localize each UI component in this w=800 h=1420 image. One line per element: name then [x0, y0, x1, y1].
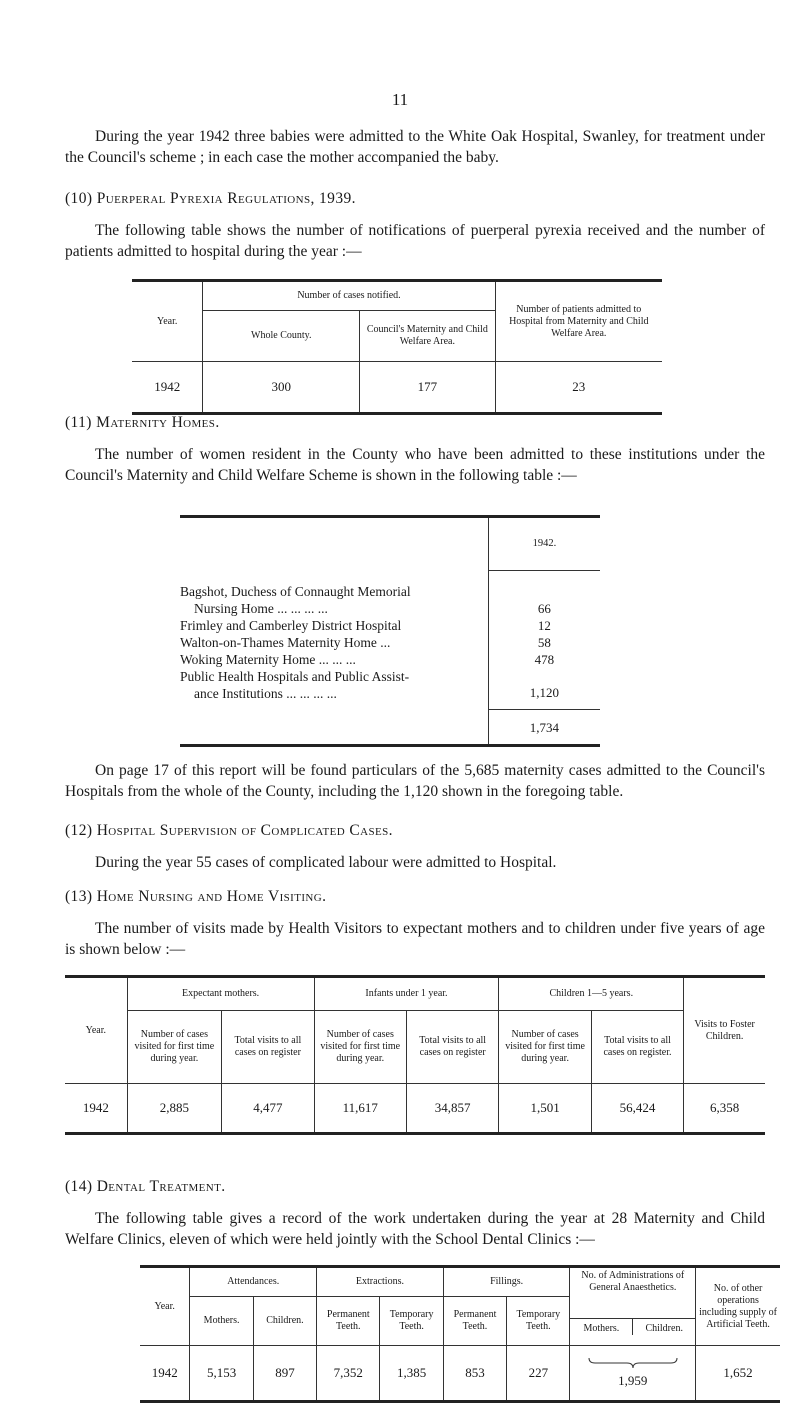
row-value: 66 — [488, 571, 600, 617]
section-title: Maternity Homes. — [96, 414, 220, 431]
section-11-after-text: On page 17 of this report will be found particulars of the 5,685 maternity cases admitted to the Council's Hospitals from the whole of the County, including the 1,120 shown in the foregoing table. — [65, 762, 765, 800]
col-other-operations: No. of other operations including supply of Artificial Teeth. — [696, 1267, 780, 1346]
col-foster-children: Visits to Foster Children. — [684, 977, 765, 1084]
cell-council-area: 177 — [360, 362, 495, 414]
section-number: (11) — [65, 414, 92, 431]
section-number: (10) — [65, 190, 93, 207]
section-number: (14) — [65, 1178, 93, 1195]
group-attendances: Attendances. — [190, 1267, 317, 1297]
cell-year: 1942 — [151, 1365, 178, 1380]
group-anaesthetics: No. of Administrations of General Anaesthetics. — [570, 1267, 696, 1297]
section-title: Home Nursing and Home Visiting. — [96, 888, 327, 905]
row-value: 58 — [488, 634, 600, 651]
section-11-heading — [65, 414, 220, 432]
puerperal-pyrexia-table — [132, 279, 662, 415]
home-visiting-table — [65, 975, 765, 1135]
group-extractions: Extractions. — [317, 1267, 444, 1297]
cell-year: 1942 — [82, 1100, 109, 1115]
col-council-area: Council's Maternity and Child Welfare Area. — [360, 311, 495, 362]
col-fill-temporary: Temporary Teeth. — [507, 1297, 570, 1346]
cell-fill-temporary: 227 — [507, 1346, 570, 1402]
col-ch-total-visits: Total visits to all cases on register. — [591, 1011, 683, 1084]
group-header-cases-notified: Number of cases notified. — [203, 281, 495, 311]
group-expectant-mothers: Expectant mothers. — [127, 977, 314, 1011]
col-exp-total-visits: Total visits to all cases on register — [222, 1011, 314, 1084]
col-inf-total-visits: Total visits to all cases on register — [406, 1011, 498, 1084]
col-anaes-mothers: Mothers. — [583, 1323, 620, 1335]
section-12-text: During the year 55 cases of complicated labour were admitted to Hospital. — [95, 854, 557, 871]
year-header: Year. — [132, 281, 203, 362]
total-value: 1,734 — [488, 710, 600, 746]
cell-inf-total: 34,857 — [406, 1084, 498, 1134]
row-value: 478 — [488, 651, 600, 668]
cell-children: 897 — [253, 1346, 316, 1402]
col-fill-permanent: Permanent Teeth. — [443, 1297, 506, 1346]
col-whole-county: Whole County. — [203, 311, 360, 362]
intro-paragraph: During the year 1942 three babies were admitted to the White Oak Hospital, Swanley, for treatment under the Council's scheme ; in each case the mother accompanied the baby. — [65, 128, 765, 166]
dental-treatment-table — [140, 1265, 780, 1403]
year-header: 1942. — [488, 517, 600, 571]
col-ch-first-visited: Number of cases visited for first time during year. — [499, 1011, 591, 1084]
cell-ext-permanent: 7,352 — [317, 1346, 380, 1402]
year-header: Year. — [140, 1267, 190, 1346]
cell-mothers: 5,153 — [190, 1346, 253, 1402]
brace-icon — [585, 1357, 681, 1369]
cell-exp-first: 2,885 — [127, 1084, 222, 1134]
cell-exp-total: 4,477 — [222, 1084, 314, 1134]
row-name: Bagshot, Duchess of Connaught Memorial Nursing Home ... ... ... ... — [180, 583, 411, 616]
col-ext-temporary: Temporary Teeth. — [380, 1297, 443, 1346]
cell-ch-total: 56,424 — [591, 1084, 683, 1134]
col-patients-admitted: Number of patients admitted to Hospital from Maternity and Child Welfare Area. — [495, 281, 662, 362]
section-11-text: The number of women resident in the County who have been admitted to these institutions under the Council's Maternity and Child Welfare Scheme is shown in the following table :— — [65, 446, 765, 484]
row-value: 1,120 — [488, 668, 600, 710]
row-name: Walton-on-Thames Maternity Home ... — [180, 634, 391, 650]
section-14-heading — [65, 1178, 225, 1196]
row-name: Frimley and Camberley District Hospital — [180, 617, 402, 633]
col-inf-first-visited: Number of cases visited for first time during year. — [314, 1011, 406, 1084]
section-10-text: The following table shows the number of notifications of puerperal pyrexia received and the number of patients admitted to hospital during the year :— — [65, 222, 765, 260]
cell-whole-county: 300 — [203, 362, 360, 414]
cell-foster: 6,358 — [684, 1084, 765, 1134]
col-ext-permanent: Permanent Teeth. — [317, 1297, 380, 1346]
cell-other-operations: 1,652 — [696, 1346, 780, 1402]
row-name: Woking Maternity Home ... ... ... — [180, 651, 356, 667]
row-name: Public Health Hospitals and Public Assist- ance Institutions ... ... ... ... — [180, 668, 410, 701]
cell-admitted: 23 — [495, 362, 662, 414]
col-children: Children. — [253, 1297, 316, 1346]
cell-inf-first: 11,617 — [314, 1084, 406, 1134]
section-title: Dental Treatment. — [96, 1178, 226, 1195]
row-value: 12 — [488, 617, 600, 634]
anaesthetics-subheaders — [570, 1297, 696, 1346]
anaesthetics-value: 1,959 — [618, 1373, 648, 1388]
cell-ch-first: 1,501 — [499, 1084, 591, 1134]
section-10-heading — [65, 190, 356, 208]
col-anaes-children: Children. — [632, 1319, 695, 1335]
section-number: (13) — [65, 888, 93, 905]
group-infants: Infants under 1 year. — [314, 977, 499, 1011]
section-12-heading — [65, 822, 393, 840]
section-title: Hospital Supervision of Complicated Cases. — [96, 822, 393, 839]
group-children: Children 1—5 years. — [499, 977, 684, 1011]
section-13-text: The number of visits made by Health Visitors to expectant mothers and to children under five years of age is shown below :— — [65, 920, 765, 958]
section-number: (12) — [65, 822, 93, 839]
page-number: 11 — [391, 90, 409, 109]
cell-fill-permanent: 853 — [443, 1346, 506, 1402]
year-header: Year. — [65, 977, 127, 1084]
group-fillings: Fillings. — [443, 1267, 570, 1297]
col-mothers: Mothers. — [190, 1297, 253, 1346]
cell-anaesthetics — [570, 1346, 696, 1402]
section-13-heading — [65, 888, 326, 906]
section-title: Puerperal Pyrexia Regulations, 1939. — [96, 190, 356, 207]
col-exp-first-visited: Number of cases visited for first time during year. — [127, 1011, 222, 1084]
maternity-homes-table — [180, 515, 600, 747]
section-14-text: The following table gives a record of the work undertaken during the year at 28 Maternity and Child Welfare Clinics, eleven of which were held jointly with the School Dental Clinics :— — [65, 1210, 765, 1248]
cell-ext-temporary: 1,385 — [380, 1346, 443, 1402]
cell-year: 1942 — [154, 379, 181, 394]
